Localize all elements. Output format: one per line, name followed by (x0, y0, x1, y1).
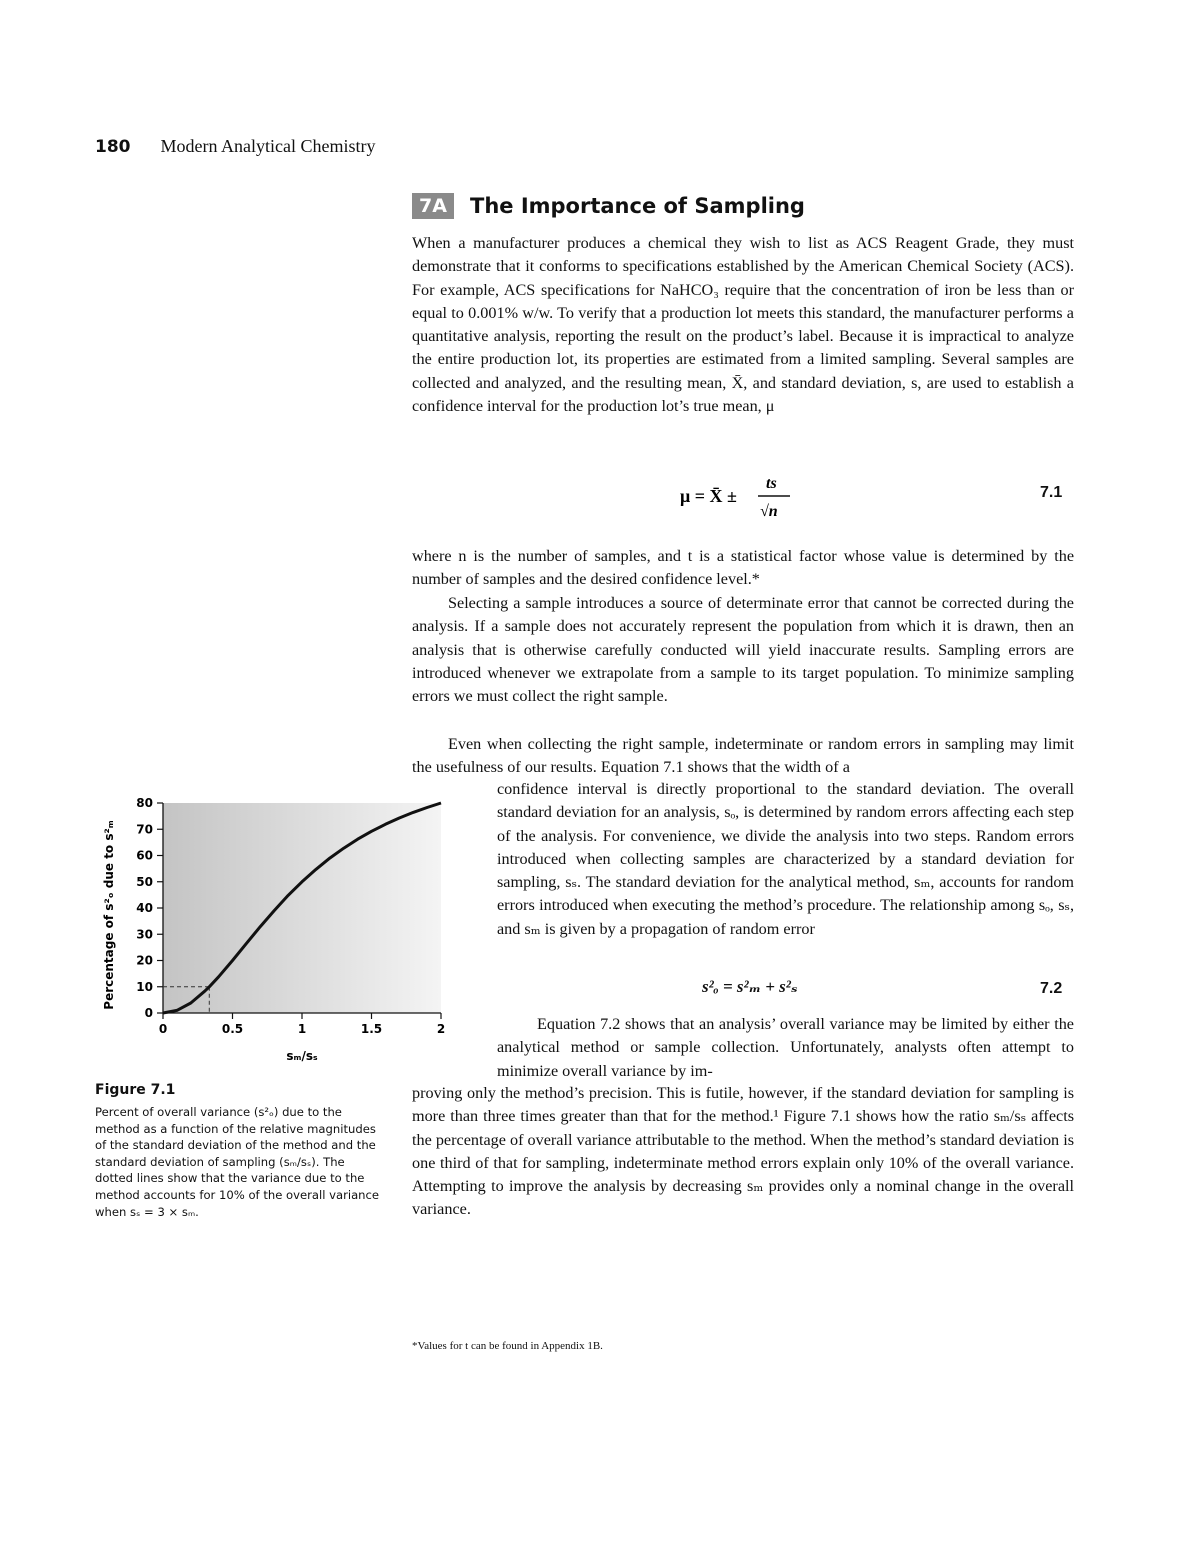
x-tick-label: 1.5 (360, 1022, 383, 1036)
y-tick-label: 80 (136, 796, 153, 810)
paragraph-4: Even when collecting the right sample, indeterminate or random errors in sampling may limit the usefulness of our results. Equation 7.1 shows that the width of a (412, 735, 1074, 777)
figure-label: Figure 7.1 (95, 1082, 176, 1098)
book-title: Modern Analytical Chemistry (160, 136, 376, 156)
x-tick-label: 0.5 (221, 1022, 244, 1036)
equation-7-2: s²ₒ = s²ₘ + s²ₛ (702, 977, 798, 996)
x-axis-label: sₘ/sₛ (286, 1049, 318, 1063)
y-tick-label: 50 (136, 874, 153, 889)
y-axis-label: Percentage of s²ₒ due to s²ₘ (102, 820, 116, 1010)
figure-caption: Percent of overall variance (s²ₒ) due to the method as a function of the relative magnitudes of the standard deviation of the method and the standard deviation of sampling (sₘ/sₛ). The dotted lines show that the variance due to the method accounts for 10% of the overall variance when sₛ = 3 × sₘ. (95, 1105, 380, 1219)
equation-number-7-1: 7.1 (1040, 484, 1063, 501)
section-heading (412, 193, 1082, 223)
chart-svg (95, 780, 465, 1070)
equation-7-1 (680, 470, 810, 530)
x-tick-label: 0 (158, 1022, 168, 1036)
paragraph-7: proving only the method’s precision. This is futile, however, if the standard deviation for sampling is more than three times greater than that for the method.¹ Figure 7.1 shows how the ratio sₘ/sₛ affects the percentage of overall variance attributable to the method. When the method’s standard deviation is one third of that for sampling, indeterminate method errors explain only 10% of the overall variance. Attempting to improve the analysis by decreasing sₘ provides only a nominal change in the overall variance. (412, 1084, 1074, 1219)
plot-background (163, 803, 441, 1013)
y-tick-label: 70 (136, 822, 153, 837)
eq1-numerator: ts (766, 475, 777, 492)
paragraph-1: When a manufacturer produces a chemical they wish to list as ACS Reagent Grade, they must demonstrate that it conforms to specifications established by the American Chemical Society (ACS). For example, ACS specifications for NaHCO₃ require that the concentration of iron be less than or equal to 0.001% w/w. To verify that a production lot meets this standard, the manufacturer performs a quantitative analysis, reporting the result on the product’s label. Because it is impractical to analyze the entire production lot, its properties are estimated from a limited sampling. Several samples are collected and analyzed, and the resulting mean, X̄, and standard deviation, s, are used to establish a confidence interval for the production lot’s true mean, μ (412, 234, 1074, 416)
eq1-lhs: μ = X̄ ± (680, 486, 737, 506)
y-tick-label: 10 (136, 979, 153, 994)
eq1-denominator: √n (760, 503, 778, 520)
paragraph-2: where n is the number of samples, and t is a statistical factor whose value is determined by the number of samples and the desired confidence level.* (412, 547, 1074, 589)
x-tick-label: 1 (297, 1022, 307, 1036)
paragraph-5: confidence interval is directly proportional to the standard deviation. The overall standard deviation for an analysis, sₒ, is determined by random errors affecting each step of the analysis. For convenience, we divide the analysis into two steps. Random errors introduced when collecting samples are characterized by a standard deviation for sampling, sₛ. The standard deviation for the analytical method, sₘ, accounts for random errors introduced when executing the method’s procedure. The relationship among sₒ, sₛ, and sₘ is given by a propagation of random error (497, 780, 1074, 938)
y-tick-label: 20 (136, 953, 153, 968)
y-tick-label: 0 (144, 1006, 153, 1020)
y-tick-label: 60 (136, 848, 153, 863)
page-number: 180 (95, 137, 131, 157)
y-tick-label: 30 (136, 927, 153, 942)
paragraph-6: Equation 7.2 shows that an analysis’ overall variance may be limited by either the analytical method or sample collection. Unfortunately, analysts often attempt to minimize overall variance by im- (497, 1015, 1074, 1080)
equation-7-1-graphic (680, 470, 810, 530)
y-tick-label: 40 (136, 901, 153, 915)
x-tick-label: 2 (436, 1022, 446, 1036)
running-header (95, 136, 375, 162)
section-title: The Importance of Sampling (470, 194, 805, 218)
footnote: *Values for t can be found in Appendix 1B. (412, 1340, 603, 1352)
paragraph-3: Selecting a sample introduces a source of determinate error that cannot be corrected during the analysis. If a sample does not accurately represent the population from which it is drawn, then an analysis that is otherwise carefully conducted will yield inaccurate results. Sampling errors are introduced whenever we extrapolate from a sample to its target population. To minimize sampling errors we must collect the right sample. (412, 594, 1074, 706)
figure-7-1-chart (95, 780, 465, 1070)
section-badge: 7A (412, 193, 454, 219)
equation-number-7-2: 7.2 (1040, 980, 1063, 997)
